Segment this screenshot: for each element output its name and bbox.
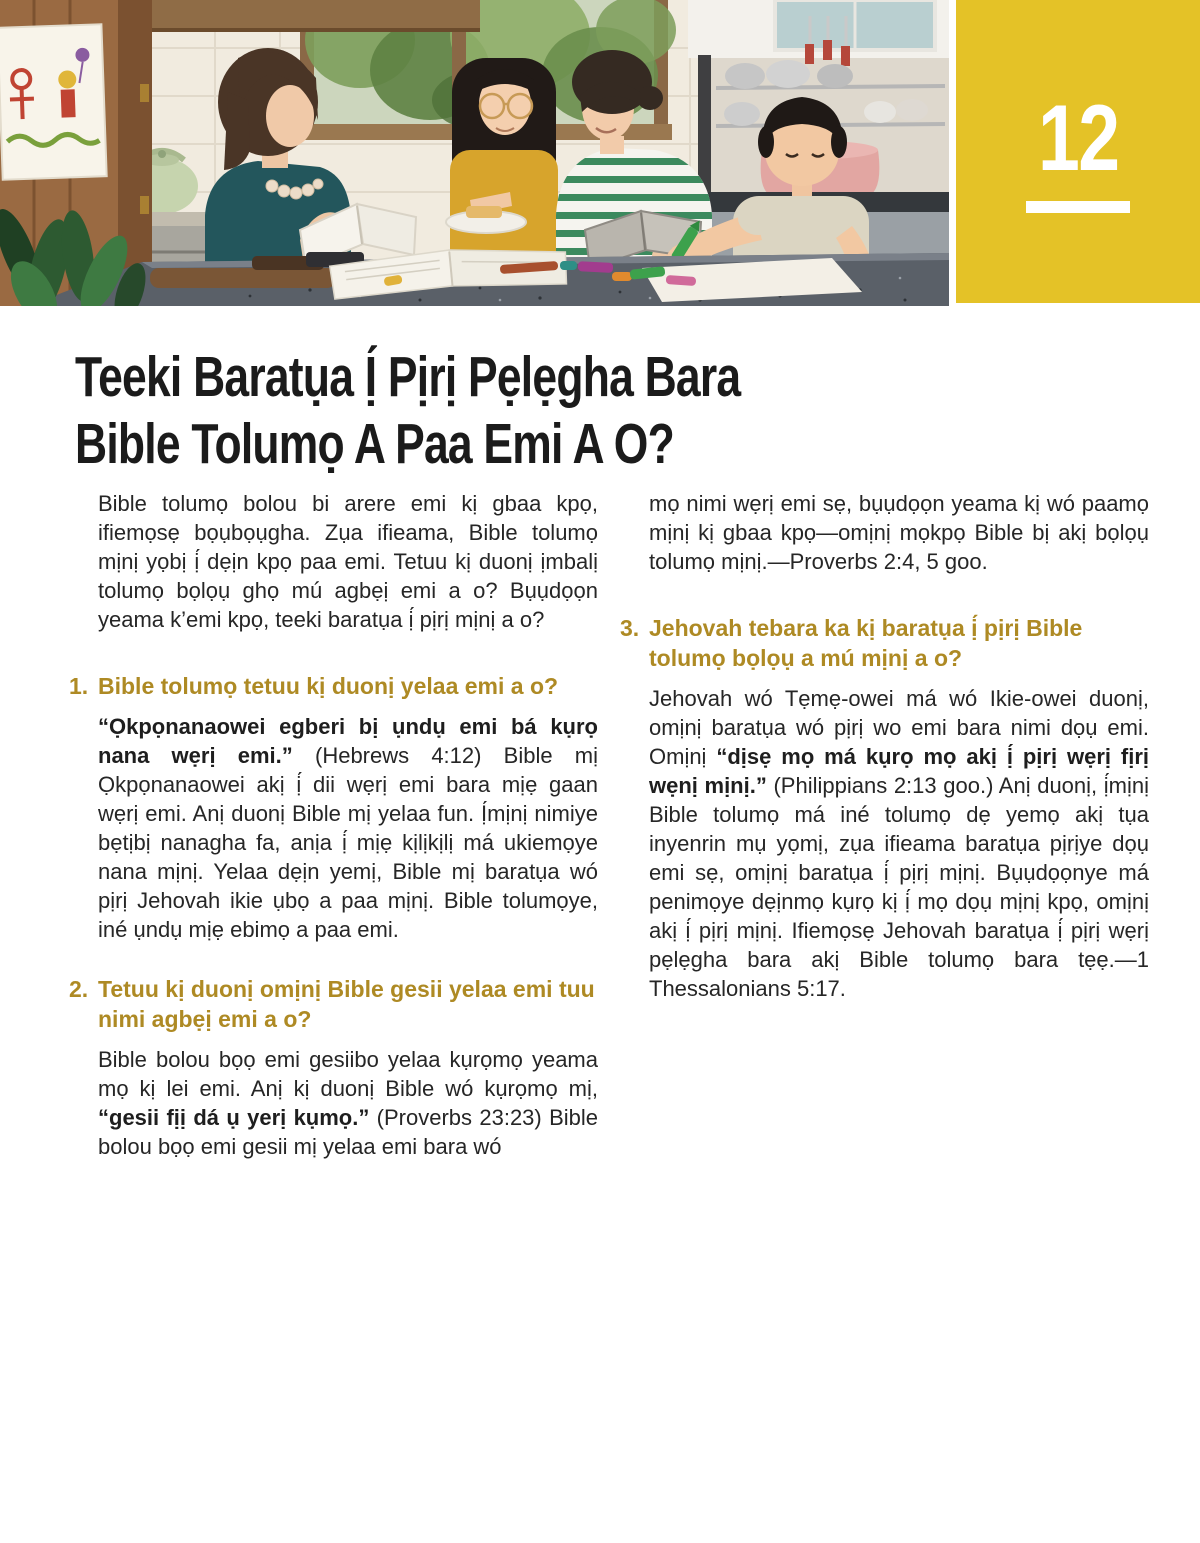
question-3-paragraph-start: Jehovah wó Tẹmẹ-owei má wó Ikie-owei duonị, omịnị baratụa wó pịrị wo emi bara nimi dọụ emi. Omịnị — [649, 686, 1149, 769]
intro-paragraph: Bible tolumọ bolou bi arere emi kị gbaa kpọ, ifiemọsẹ bọụbọụgha. Zụa ifieama, Bible tolumọ mịnị yọbị ị́ dẹịn kpọ paa emi. Tetuu kị duonị ịmbalị tolumọ bọlọụ ghọ mú agbẹị emi a o? Bụụdọọn yeama k’emi kpọ, teeki baratụa ị́ pịrị mịnị a o? — [98, 491, 598, 632]
hero-photo — [0, 0, 949, 306]
lesson-number: 12 — [1037, 84, 1119, 190]
question-2 — [69, 974, 598, 1161]
hero — [0, 0, 1200, 307]
question-3-number: 3. — [620, 615, 640, 641]
lesson-number-underline — [1026, 201, 1130, 213]
lesson-number-badge — [956, 0, 1200, 303]
question-2-paragraph — [98, 1045, 598, 1161]
column-left — [69, 489, 598, 1161]
question-1-heading — [69, 671, 598, 701]
page-title-line-1: Teeki Baratụa Ị́ Pịrị Pẹlẹgha Bara — [75, 345, 741, 409]
column-right — [620, 489, 1149, 1161]
question-2-number: 2. — [69, 976, 89, 1002]
wood-beam — [150, 0, 480, 30]
page-title — [75, 344, 740, 478]
question-2-continuation: mọ nimi wẹrị emi sẹ, bụụdọọn yeama kị wó paamọ mịnị kị gbaa kpọ—omịnị mọkpọ Bible bị akị bọlọụ tolumọ mịnị.—Proverbs 2:4, 5 goo. — [649, 491, 1149, 574]
question-2-paragraph-end: (Proverbs 23:23) Bible bolou bọọ emi gesii mị yelaa emi bara wó — [98, 1105, 598, 1159]
question-3-heading — [620, 613, 1149, 673]
scripture-quote-hebrews: “Ọkpọnanaowei egberi bị ụndụ emi bá kụrọ nana wẹrị emi.” — [98, 714, 598, 768]
question-2-text: Tetuu kị duonị omịnị Bible gesii yelaa emi tuu nimi agbẹị emi a o? — [98, 976, 595, 1032]
question-2-paragraph-start: Bible bolou bọọ emi gesiibo yelaa kụrọmọ yeama mọ kị lei emi. Anị kị duonị Bible wó kụrọmọ mị, — [98, 1047, 598, 1101]
page-title-line-2: Bible Tolumọ A Paa Emi A O? — [75, 412, 674, 476]
article-body — [69, 489, 1149, 1161]
question-1-paragraph-text: (Hebrews 4:12) Bible mị Ọkpọnanaowei akị ị́ dii wẹrị emi bara mịẹ gaan wẹrị emi. Anị duonị Bible mị yelaa fun. Ị́mịnị nimiye bẹtịbị nanagha fa, anịa ị́ mịẹ kịlịkịlị má ukiemọye nana mịnị. Yelaa dẹịn yemị, Bible mị baratụa wó pịrị Jehovah ikie ụbọ a paa mịnị. Bible tolumọye, iné ụndụ mịẹ ebimọ a paa emi. — [98, 743, 598, 942]
child-drawing — [0, 24, 107, 180]
question-3-paragraph-end: (Philippians 2:13 goo.) Anị duonị, ị́mịnị Bible tolumọ má iné tolumọ dẹ yemọ akị tụa inyenrin mụ yọmị, zụa ifieama baratụa pịrịye dọụ emi sẹ, omịnị baratụa ị́ pịrị mịnị. Bụụdọọnye má penimọye dẹịnmọ kụrọ kị ị́ mọ dọụ mịnị kpọ, omịnị akị ị́ pịrị mịnị. Ifiemọsẹ Jehovah baratụa ị́ pịrị wẹrị pẹlẹgha bara akị Bible tolumọ bara tẹẹ.—1 Thessalonians 5:17. — [649, 773, 1149, 1001]
scripture-quote-proverbs: “gesii fịị dá ụ yerị kụmọ.” — [98, 1105, 370, 1130]
question-3-paragraph — [649, 684, 1149, 1003]
scripture-quote-philippians: “dịsẹ mọ má kụrọ mọ akị ị́ pịrị wẹrị fịrị wẹnị mịnị.” — [649, 744, 1150, 798]
question-1-text: Bible tolumọ tetuu kị duonị yelaa emi a o? — [98, 673, 559, 699]
question-1 — [69, 671, 598, 944]
question-1-paragraph — [98, 712, 598, 944]
question-3-text: Jehovah tebara ka kị baratụa ị́ pịrị Bible tolumọ bọlọụ a mú mịnị a o? — [649, 615, 1083, 671]
question-3 — [620, 613, 1149, 1003]
question-2-heading — [69, 974, 598, 1034]
question-1-number: 1. — [69, 673, 89, 699]
